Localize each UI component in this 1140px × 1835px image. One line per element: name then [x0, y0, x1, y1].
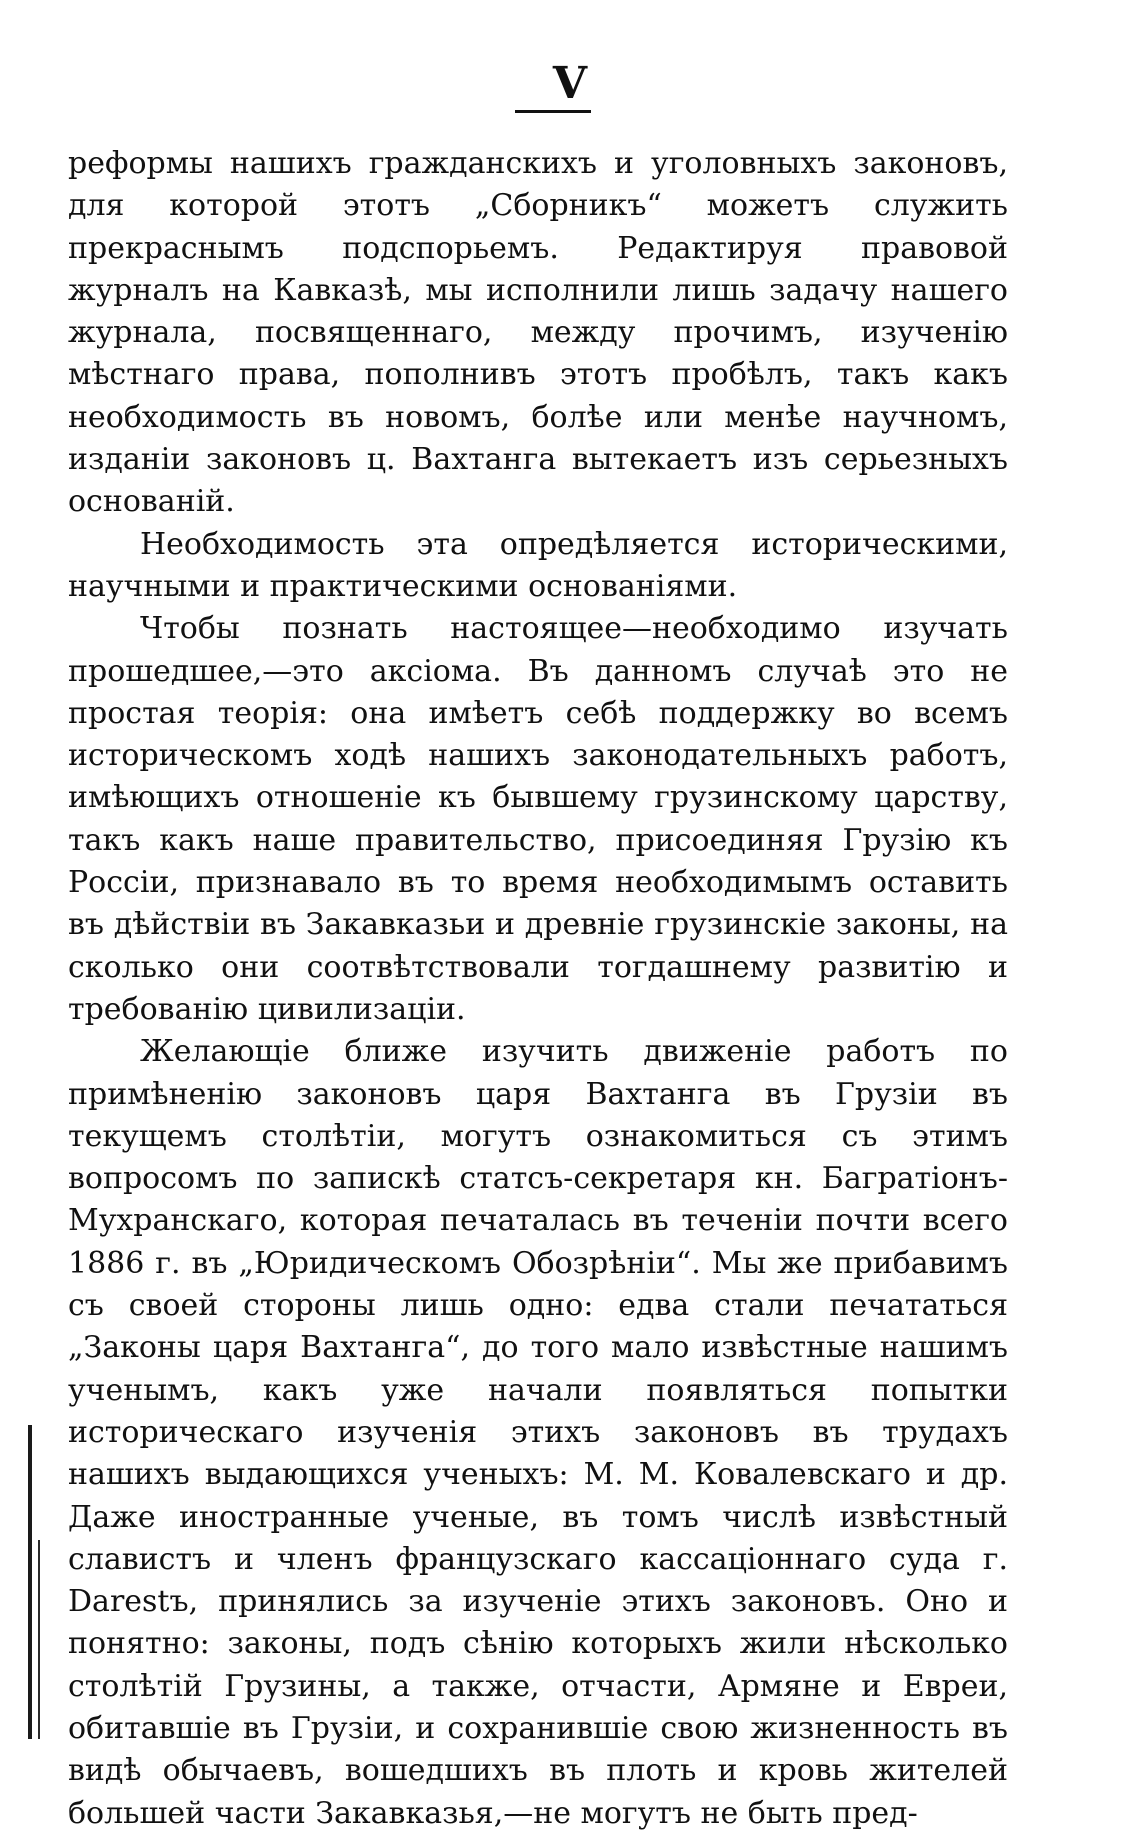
body-text — [68, 143, 1008, 1835]
paragraph-3: Чтобы познать настоящее—необходимо изучать прошедшее,—это аксіома. Въ данномъ случаѣ это не простая теорія: она имѣетъ себѣ поддержку во всемъ историческомъ ходѣ нашихъ законодательныхъ работъ, имѣющихъ отношеніе къ бывшему грузинскому царству, такъ какъ наше правительство, присоединяя Грузію къ Россіи, признавало въ то время необходимымъ оставить въ дѣйствіи въ Закавказьи и древніе грузинскіе законы, на сколько они соотвѣтствовали тогдашнему развитію и требованію цивилизаціи. — [68, 611, 1008, 1027]
page-number-rule — [515, 110, 591, 113]
paragraph-2: Необходимость эта опредѣляется историческими, научными и практическими основаніями. — [68, 526, 1008, 604]
binding-edge-mark — [28, 1425, 32, 1739]
page-number: V — [552, 58, 588, 109]
paragraph-1: реформы нашихъ гражданскихъ и уголовныхъ законовъ, для которой этотъ „Сборникъ“ можетъ служить прекраснымъ подспорьемъ. Редактируя правовой журналъ на Кавказѣ, мы исполнили лишь задачу нашего журнала, посвященнаго, между прочимъ, изученію мѣстнаго права, пополнивъ этотъ пробѣлъ, такъ какъ необходимость въ новомъ, болѣе или менѣе научномъ, изданіи законовъ ц. Вахтанга вытекаетъ изъ серьезныхъ основаній. — [68, 146, 1008, 520]
paragraph-4: Желающіе ближе изучить движеніе работъ по примѣненію законовъ царя Вахтанга въ Грузіи въ текущемъ столѣтіи, могутъ ознакомиться съ этимъ вопросомъ по запискѣ статсъ-секретаря кн. Багратіонъ-Мухранскаго, которая печаталась въ теченіи почти всего 1886 г. въ „Юридическомъ Обозрѣніи“. Мы же прибавимъ съ своей стороны лишь одно: едва стали печататься „Законы царя Вахтанга“, до того мало извѣстные нашимъ ученымъ, какъ уже начали появляться попытки историческаго изученія этихъ законовъ въ трудахъ нашихъ выдающихся ученыхъ: М. М. Ковалевскаго и др. Даже иностранные ученые, въ томъ числѣ извѣстный славистъ и членъ французскаго кассаціоннаго суда г. Darestъ, принялись за изученіе этихъ законовъ. Оно и понятно: законы, подъ сѣнію которыхъ жили нѣсколько столѣтій Грузины, а также, отчасти, Армяне и Евреи, обитавшіе въ Грузіи, и сохранившіе свою жизненность въ видѣ обычаевъ, вошедшихъ въ плоть и кровь жителей большей части Закавказья,—не могутъ не быть пред- — [68, 1034, 1008, 1831]
binding-edge-mark-thin — [38, 1540, 40, 1739]
